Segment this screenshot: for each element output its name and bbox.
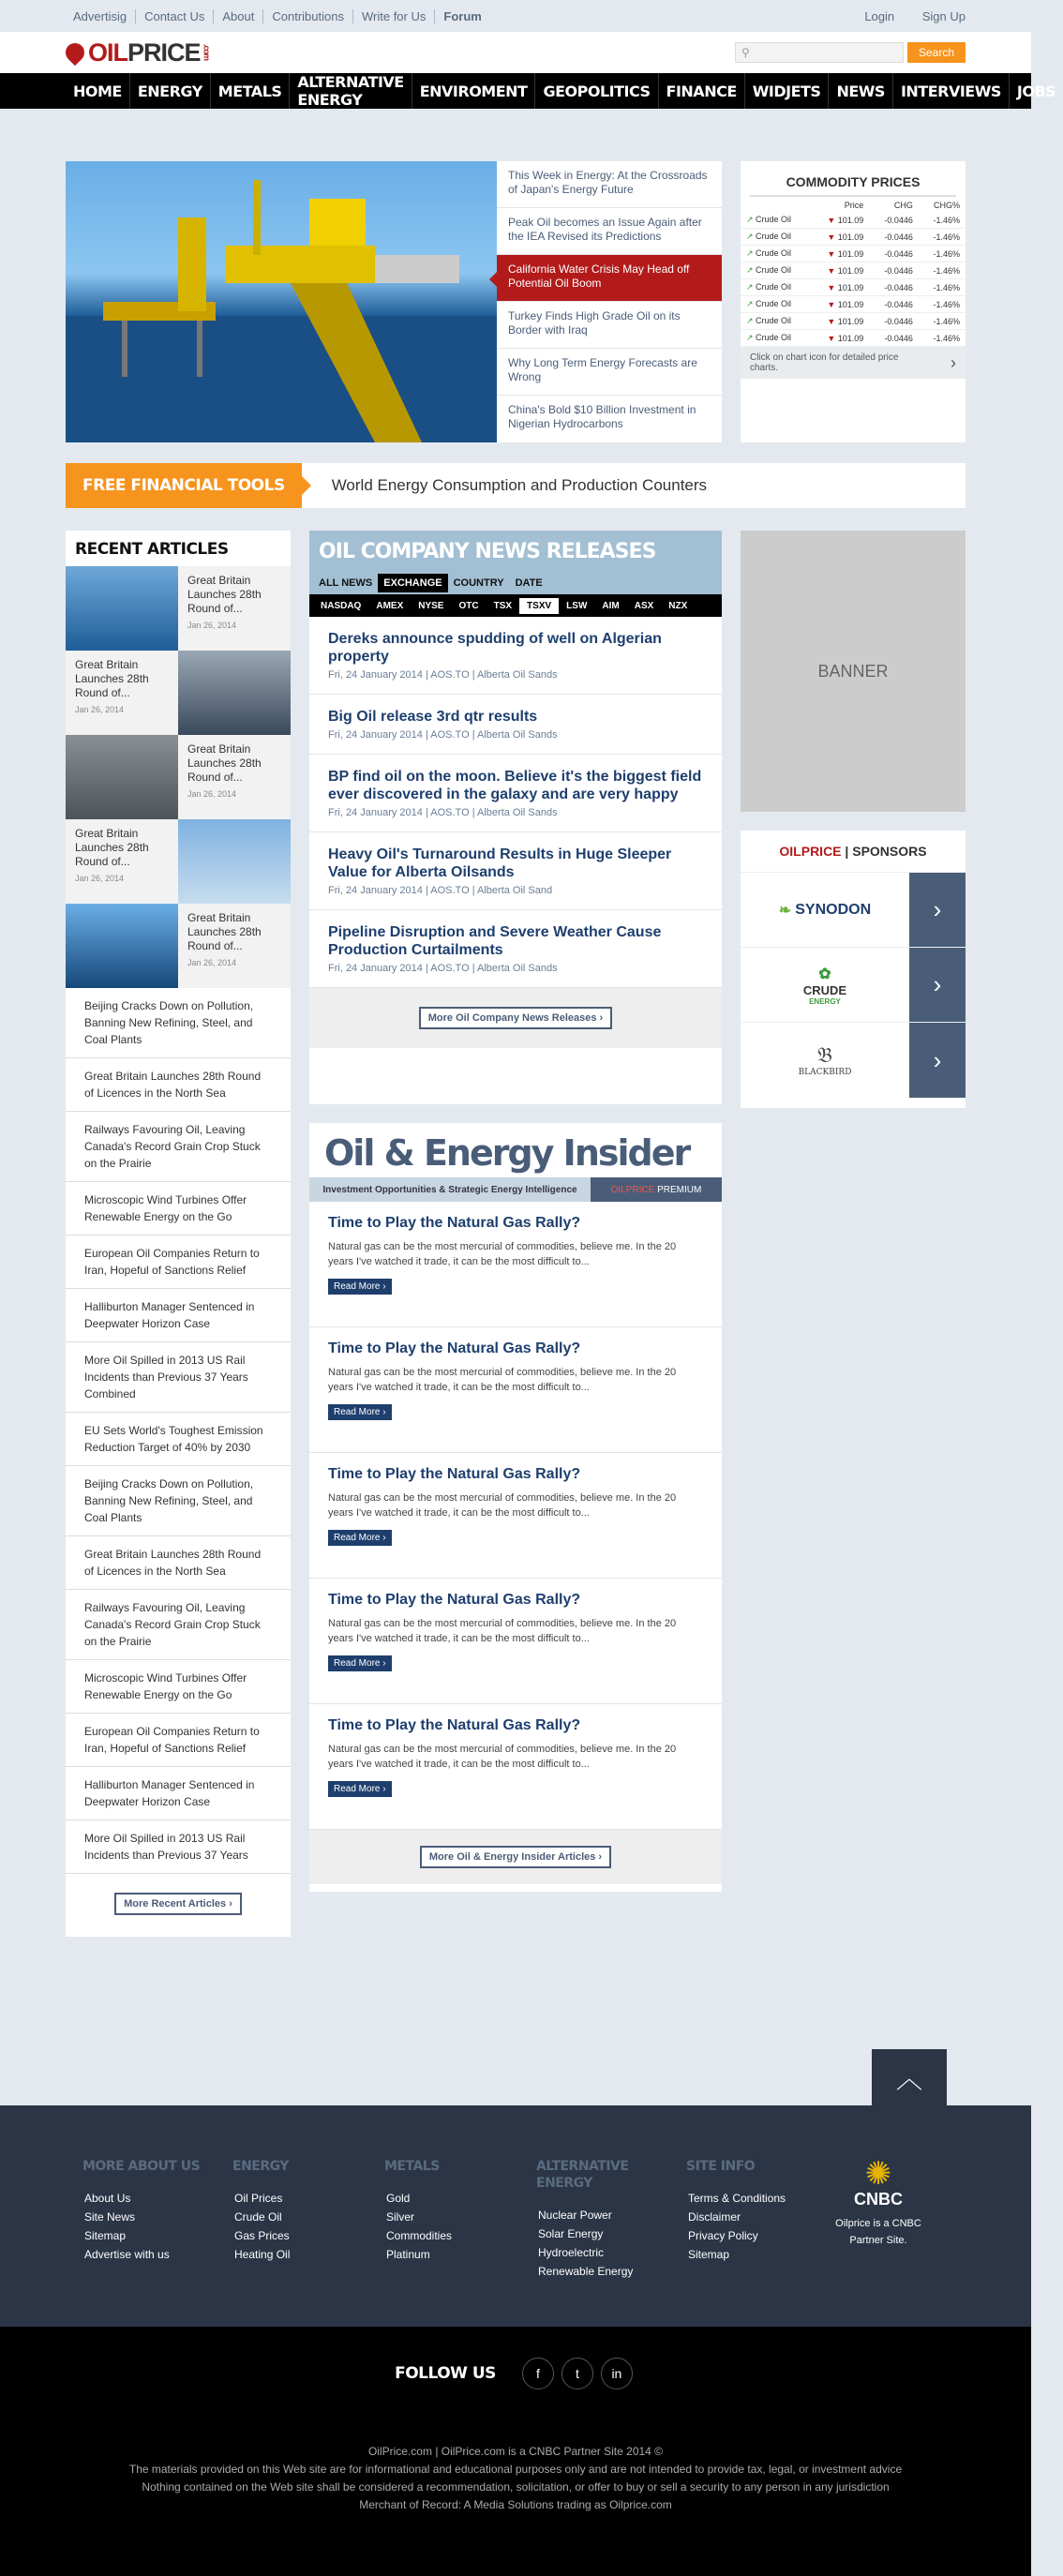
down-arrow-icon: ▼ <box>827 333 838 343</box>
commodity-title: COMMODITY PRICES <box>750 161 956 197</box>
follow-section <box>0 2327 1031 2576</box>
insider-excerpt: Natural gas can be the most mercurial of commodities, believe me. In the 20 years I've watched it trade, it can be the most difficult to... <box>328 1241 677 1267</box>
commodity-row[interactable]: ↗ Crude Oil ▼ 101.09 -0.0446 -1.46% <box>741 279 966 296</box>
nav-alternative-energy[interactable]: ALTERNATIVE ENERGY <box>290 73 412 109</box>
insider-subtitle: Investment Opportunities & Strategic Energy Intelligence <box>309 1177 591 1202</box>
search-icon: ⚲ <box>741 46 750 59</box>
sponsor-crude[interactable]: ✿ CRUDE ENERGY › <box>741 948 966 1023</box>
top-link-write[interactable]: Write for Us <box>352 9 434 23</box>
news-tab[interactable]: DATE <box>515 577 543 589</box>
nav-geopolitics[interactable]: GEOPOLITICS <box>535 73 658 109</box>
footer-link[interactable]: Site News <box>84 2210 136 2224</box>
news-meta: Fri, 24 January 2014 | AOS.TO | Alberta Oil Sands <box>328 669 558 681</box>
search-input[interactable] <box>735 42 904 63</box>
chevron-right-icon: › <box>909 948 966 1022</box>
news-headline[interactable]: Dereks announce spudding of well on Algerian property <box>328 631 662 665</box>
commodity-row[interactable]: ↗ Crude Oil ▼ 101.09 -0.0446 -1.46% <box>741 313 966 330</box>
commodity-row[interactable]: ↗ Crude Oil ▼ 101.09 -0.0446 -1.46% <box>741 246 966 262</box>
commodity-row[interactable]: ↗ Crude Oil ▼ 101.09 -0.0446 -1.46% <box>741 330 966 347</box>
chevron-up-icon: ︿ <box>895 2064 922 2093</box>
down-arrow-icon: ▼ <box>827 299 838 309</box>
insider-headline[interactable]: Time to Play the Natural Gas Rally? <box>328 1466 581 1482</box>
chart-icon[interactable]: ↗ <box>746 316 756 325</box>
nav-interviews[interactable]: INTERVIEWS <box>893 73 1010 109</box>
recent-list-item[interactable]: Railways Favouring Oil, Leaving Canada's Record Grain Crop Stuck on the Prairie <box>66 1112 291 1182</box>
recent-thumb-item[interactable] <box>66 566 291 651</box>
read-more-button[interactable]: Read More › <box>328 1404 392 1420</box>
thumb-title[interactable]: Great Britain Launches 28th Round of... <box>75 827 149 868</box>
news-meta: Fri, 24 January 2014 | AOS.TO | Alberta Oil Sands <box>328 963 558 974</box>
news-meta: Fri, 24 January 2014 | AOS.TO | Alberta Oil Sands <box>328 729 558 741</box>
insider-excerpt: Natural gas can be the most mercurial of commodities, believe me. In the 20 years I've watched it trade, it can be the most difficult to... <box>328 1492 677 1519</box>
article-thumbnail[interactable] <box>66 566 178 651</box>
footer-column <box>232 2158 373 2267</box>
footer-link[interactable]: Advertise with us <box>84 2248 170 2261</box>
col-chg-pct: CHG% <box>933 201 960 210</box>
linkedin-icon[interactable]: in <box>601 2358 633 2389</box>
tools-text[interactable]: World Energy Consumption and Production Counters <box>331 476 708 494</box>
thumb-date: Jan 26, 2014 <box>187 789 237 799</box>
cnbc-peacock-icon: ✺ <box>864 2156 892 2192</box>
footer-link[interactable]: Gold <box>386 2192 411 2205</box>
footer-link[interactable]: Crude Oil <box>234 2210 282 2224</box>
featured-headlines <box>497 161 722 442</box>
nav-home[interactable]: HOME <box>66 73 130 109</box>
thumb-title[interactable]: Great Britain Launches 28th Round of... <box>187 742 262 784</box>
news-meta: Fri, 24 January 2014 | AOS.TO | Alberta Oil Sands <box>328 807 558 818</box>
recent-list-item[interactable]: Great Britain Launches 28th Round of Licences in the North Sea <box>66 1536 291 1590</box>
chevron-right-icon: › <box>951 352 956 372</box>
featured-headline[interactable]: Turkey Finds High Grade Oil on its Border with Iraq <box>497 302 722 349</box>
down-arrow-icon: ▼ <box>827 316 838 326</box>
article-thumbnail[interactable] <box>66 904 178 988</box>
news-tab[interactable]: COUNTRY <box>453 577 504 589</box>
footer-link[interactable]: About Us <box>84 2192 131 2205</box>
footer-column <box>82 2158 223 2267</box>
thumb-date: Jan 26, 2014 <box>187 958 237 967</box>
recent-thumb-item[interactable] <box>66 819 291 904</box>
recent-thumb-item[interactable] <box>66 904 291 988</box>
news-title: OIL COMPANY NEWS RELEASES <box>319 540 656 563</box>
exchange-tab[interactable]: OTC <box>458 600 479 611</box>
top-link-about[interactable]: About <box>213 9 262 23</box>
footer-link[interactable]: Privacy Policy <box>688 2229 758 2242</box>
center-column <box>309 531 722 1892</box>
follow-label: FOLLOW US <box>395 2364 496 2383</box>
commodity-row[interactable]: ↗ Crude Oil ▼ 101.09 -0.0446 -1.46% <box>741 262 966 279</box>
chart-icon[interactable]: ↗ <box>746 215 756 224</box>
nav-finance[interactable]: FINANCE <box>659 73 745 109</box>
top-link-advertise[interactable]: Advertisig <box>73 8 127 23</box>
down-arrow-icon: ▼ <box>827 282 838 292</box>
featured-headline[interactable]: Why Long Term Energy Forecasts are Wrong <box>497 349 722 396</box>
recent-list-item[interactable]: Beijing Cracks Down on Pollution, Banning New Refining, Steel, and Coal Plants <box>66 988 291 1058</box>
recent-list-item[interactable]: Halliburton Manager Sentenced in Deepwater Horizon Case <box>66 1289 291 1342</box>
scroll-top-button[interactable] <box>872 2049 947 2105</box>
featured-headline[interactable]: China's Bold $10 Billion Investment in Nigerian Hydrocarbons <box>508 403 696 430</box>
news-headline[interactable]: BP find oil on the moon. Believe it's the biggest field ever discovered in the galaxy and are very happy <box>328 769 702 802</box>
chart-icon[interactable]: ↗ <box>746 265 756 275</box>
footer-heading: SITE INFO <box>686 2159 756 2174</box>
insider-item <box>309 1704 722 1830</box>
site-logo[interactable]: OIL PRICE .com <box>66 38 212 67</box>
recent-list-item[interactable]: EU Sets World's Toughest Emission Reduction Target of 40% by 2030 <box>66 1413 291 1466</box>
main-nav <box>0 73 1056 109</box>
search-form <box>735 42 966 63</box>
peacock-icon: ✿ <box>818 966 831 982</box>
news-meta: Fri, 24 January 2014 | AOS.TO | Alberta Oil Sand <box>328 885 553 896</box>
article-thumbnail[interactable] <box>178 819 291 904</box>
thumb-title[interactable]: Great Britain Launches 28th Round of... <box>75 658 149 699</box>
read-more-button[interactable]: Read More › <box>328 1655 392 1671</box>
insider-title: Oil & Energy Insider <box>324 1132 690 1174</box>
premium-badge: OILPRICE PREMIUM <box>591 1177 722 1202</box>
insider-headline[interactable]: Time to Play the Natural Gas Rally? <box>328 1215 581 1231</box>
footer-link[interactable]: Heating Oil <box>234 2248 291 2261</box>
recent-list-item[interactable]: Microscopic Wind Turbines Offer Renewable Energy on the Go <box>66 1182 291 1236</box>
recent-thumb-item[interactable] <box>66 735 291 819</box>
top-bar <box>0 0 1031 32</box>
footer-column <box>686 2158 827 2267</box>
exchange-tab[interactable]: ASX <box>634 600 654 611</box>
footer-link[interactable]: Terms & Conditions <box>688 2192 786 2205</box>
nav-news[interactable]: NEWS <box>829 73 893 109</box>
recent-thumb-item[interactable] <box>66 651 291 735</box>
recent-list-item[interactable]: More Oil Spilled in 2013 US Rail Incidents than Previous 37 Years Combined <box>66 1342 291 1413</box>
commodity-prices <box>741 161 966 442</box>
footer-link[interactable]: Oil Prices <box>234 2192 283 2205</box>
down-arrow-icon: ▼ <box>827 232 838 242</box>
featured-headline[interactable]: This Week in Energy: At the Crossroads of Japan's Energy Future <box>497 161 722 208</box>
news-tab[interactable]: EXCHANGE <box>378 574 447 592</box>
thumb-date: Jan 26, 2014 <box>75 874 125 883</box>
exchange-tab[interactable]: LSW <box>566 600 588 611</box>
logo-bar <box>0 32 1031 73</box>
news-item <box>309 617 722 695</box>
news-headline[interactable]: Heavy Oil's Turnaround Results in Huge Sleeper Value for Alberta Oilsands <box>328 846 672 880</box>
leaf-icon: ❧ <box>778 902 792 919</box>
chart-icon[interactable]: ↗ <box>746 282 756 292</box>
sponsor-synodon[interactable]: ❧ SYNODON › <box>741 873 966 948</box>
news-headline[interactable]: Big Oil release 3rd qtr results <box>328 709 538 725</box>
commodity-table <box>741 197 966 347</box>
recent-list-item[interactable]: Beijing Cracks Down on Pollution, Banning New Refining, Steel, and Coal Plants <box>66 1466 291 1536</box>
recent-title: RECENT ARTICLES <box>75 540 229 559</box>
exchange-tab[interactable]: TSX <box>493 600 513 611</box>
footer-link[interactable]: Sitemap <box>688 2248 730 2261</box>
exchange-tab[interactable]: NYSE <box>418 600 444 611</box>
content-area <box>0 109 1031 2093</box>
thumb-date: Jan 26, 2014 <box>75 705 125 714</box>
insider-item <box>309 1453 722 1579</box>
financial-tools-bar[interactable] <box>66 463 966 508</box>
read-more-button[interactable]: Read More › <box>328 1781 392 1797</box>
insider-headline[interactable]: Time to Play the Natural Gas Rally? <box>328 1717 581 1733</box>
nav-metals[interactable]: METALS <box>211 73 291 109</box>
article-thumbnail[interactable] <box>178 651 291 735</box>
footer-link[interactable]: Sitemap <box>84 2229 127 2242</box>
recent-list-item[interactable]: More Oil Spilled in 2013 US Rail Incidents than Previous 37 Years <box>66 1820 291 1874</box>
energy-insider <box>309 1123 722 1892</box>
footer-link[interactable]: Renewable Energy <box>538 2265 634 2278</box>
sponsors-box <box>741 831 966 1108</box>
bb-monogram-icon: 𝔅 <box>817 1043 832 1068</box>
search-button[interactable]: Search <box>907 42 966 63</box>
news-tab[interactable]: ALL NEWS <box>319 577 373 589</box>
exchange-tab[interactable]: AIM <box>602 600 620 611</box>
news-item <box>309 755 722 832</box>
oil-rig-illustration <box>66 161 497 442</box>
chart-icon[interactable]: ↗ <box>746 248 756 258</box>
footer-link[interactable]: Gas Prices <box>234 2229 290 2242</box>
top-links <box>66 9 490 23</box>
down-arrow-icon: ▼ <box>827 265 838 276</box>
footer-heading: MORE ABOUT US <box>82 2159 201 2174</box>
footer-heading: ENERGY <box>232 2159 289 2174</box>
read-more-button[interactable]: Read More › <box>328 1279 392 1295</box>
ad-banner[interactable]: BANNER <box>741 531 966 812</box>
top-link-forum[interactable]: Forum <box>434 9 489 23</box>
facebook-icon[interactable]: f <box>522 2358 554 2389</box>
insider-item <box>309 1327 722 1453</box>
footer-link[interactable]: Hydroelectric <box>538 2246 605 2259</box>
commodity-row[interactable]: ↗ Crude Oil ▼ 101.09 -0.0446 -1.46% <box>741 296 966 313</box>
chevron-right-icon: › <box>909 1023 966 1098</box>
top-link-contributions[interactable]: Contributions <box>262 9 352 23</box>
insider-headline[interactable]: Time to Play the Natural Gas Rally? <box>328 1340 581 1356</box>
thumb-date: Jan 26, 2014 <box>187 621 237 630</box>
cnbc-partner: ✺ CNBC Oilprice is a CNBC Partner Site. <box>827 2158 930 2249</box>
article-thumbnail[interactable] <box>66 735 178 819</box>
col-price: Price <box>844 201 864 210</box>
nav-widgets[interactable]: WIDJETS <box>745 73 830 109</box>
site-footer <box>0 2105 1031 2327</box>
footer-heading: ALTERNATIVE ENERGY <box>536 2159 629 2191</box>
news-item <box>309 832 722 910</box>
more-recent-button[interactable]: More Recent Articles › <box>114 1893 242 1915</box>
top-link-contact[interactable]: Contact Us <box>135 9 213 23</box>
nav-energy[interactable]: ENERGY <box>130 73 211 109</box>
signup-link[interactable]: Sign Up <box>921 8 966 23</box>
nav-environment[interactable]: ENVIROMENT <box>412 73 536 109</box>
footer-heading: METALS <box>384 2159 440 2174</box>
commodity-footer[interactable]: Click on chart icon for detailed price charts. › <box>741 347 966 379</box>
featured-headline[interactable]: Peak Oil becomes an Issue Again after the IEA Revised its Predictions <box>497 208 722 255</box>
sponsor-blackbird[interactable]: 𝔅 BLACKBIRD › <box>741 1023 966 1098</box>
legal-text: OilPrice.com | OilPrice.com is a CNBC Partner Site 2014 © The materials provided on this Web site are for informational and educational purposes only and are not intended to provide tax, legal, or investment advice Nothing contained on the Web site shall be considered a recommendation, solicitation, or offer to buy or sell a security to any person in any jurisdiction Merchant of Record: A Media Solutions trading as Oilprice.com <box>128 2445 903 2511</box>
recent-articles <box>66 531 291 1937</box>
footer-link[interactable]: Silver <box>386 2210 415 2224</box>
insider-excerpt: Natural gas can be the most mercurial of commodities, believe me. In the 20 years I've watched it trade, it can be the most difficult to... <box>328 1618 677 1644</box>
footer-column <box>384 2158 525 2267</box>
featured-slider <box>66 161 722 442</box>
recent-list-item[interactable]: Microscopic Wind Turbines Offer Renewable Energy on the Go <box>66 1660 291 1714</box>
insider-item <box>309 1579 722 1704</box>
footer-link[interactable]: Disclaimer <box>688 2210 741 2224</box>
col-chg: CHG <box>893 201 913 210</box>
chevron-right-icon: › <box>909 873 966 947</box>
featured-headline-active[interactable]: California Water Crisis May Head off Potential Oil Boom <box>497 255 722 302</box>
down-arrow-icon: ▼ <box>827 248 838 259</box>
news-releases <box>309 531 722 1104</box>
twitter-icon[interactable]: t <box>561 2358 593 2389</box>
more-news-button[interactable]: More Oil Company News Releases › <box>419 1007 612 1029</box>
exchange-tab[interactable]: AMEX <box>376 600 404 611</box>
oil-drop-icon <box>62 39 88 66</box>
insider-item <box>309 1202 722 1327</box>
commodity-row[interactable]: ↗ Crude Oil ▼ 101.09 -0.0446 -1.46% <box>741 212 966 229</box>
footer-link[interactable]: Solar Energy <box>538 2227 604 2240</box>
recent-list-item[interactable]: European Oil Companies Return to Iran, Hopeful of Sanctions Relief <box>66 1236 291 1289</box>
insider-excerpt: Natural gas can be the most mercurial of commodities, believe me. In the 20 years I've watched it trade, it can be the most difficult to... <box>328 1367 677 1393</box>
sponsors-title: OILPRICE | SPONSORS <box>741 831 966 873</box>
chart-icon[interactable]: ↗ <box>746 299 756 308</box>
footer-column <box>536 2158 677 2284</box>
insider-excerpt: Natural gas can be the most mercurial of commodities, believe me. In the 20 years I've watched it trade, it can be the most difficult to... <box>328 1744 677 1770</box>
news-item <box>309 695 722 755</box>
news-headline[interactable]: Pipeline Disruption and Severe Weather Cause Production Curtailments <box>328 924 662 958</box>
down-arrow-icon: ▼ <box>827 215 838 225</box>
news-item <box>309 910 722 988</box>
nav-jobs[interactable]: JOBS <box>1016 82 1056 100</box>
more-insider-button[interactable]: More Oil & Energy Insider Articles › <box>420 1846 611 1868</box>
exchange-tab[interactable]: NZX <box>668 600 688 611</box>
featured-image[interactable] <box>66 161 497 442</box>
thumb-title[interactable]: Great Britain Launches 28th Round of... <box>187 574 262 615</box>
footer-link[interactable]: Nuclear Power <box>538 2209 612 2222</box>
chart-icon[interactable]: ↗ <box>746 333 756 342</box>
footer-link[interactable]: Platinum <box>386 2248 430 2261</box>
recent-list-item[interactable]: European Oil Companies Return to Iran, Hopeful of Sanctions Relief <box>66 1714 291 1767</box>
read-more-button[interactable]: Read More › <box>328 1530 392 1546</box>
tools-badge: FREE FINANCIAL TOOLS <box>66 463 302 508</box>
recent-list-item[interactable]: Halliburton Manager Sentenced in Deepwater Horizon Case <box>66 1767 291 1820</box>
commodity-row[interactable]: ↗ Crude Oil ▼ 101.09 -0.0446 -1.46% <box>741 229 966 246</box>
thumb-title[interactable]: Great Britain Launches 28th Round of... <box>187 911 262 952</box>
exchange-tab[interactable]: TSXV <box>519 598 559 614</box>
insider-headline[interactable]: Time to Play the Natural Gas Rally? <box>328 1592 581 1608</box>
footer-link[interactable]: Commodities <box>386 2229 453 2242</box>
exchange-tab[interactable]: NASDAQ <box>321 600 362 611</box>
recent-list-item[interactable]: Great Britain Launches 28th Round of Licences in the North Sea <box>66 1058 291 1112</box>
chart-icon[interactable]: ↗ <box>746 232 756 241</box>
login-link[interactable]: Login <box>864 8 895 23</box>
recent-list-item[interactable]: Railways Favouring Oil, Leaving Canada's Record Grain Crop Stuck on the Prairie <box>66 1590 291 1660</box>
